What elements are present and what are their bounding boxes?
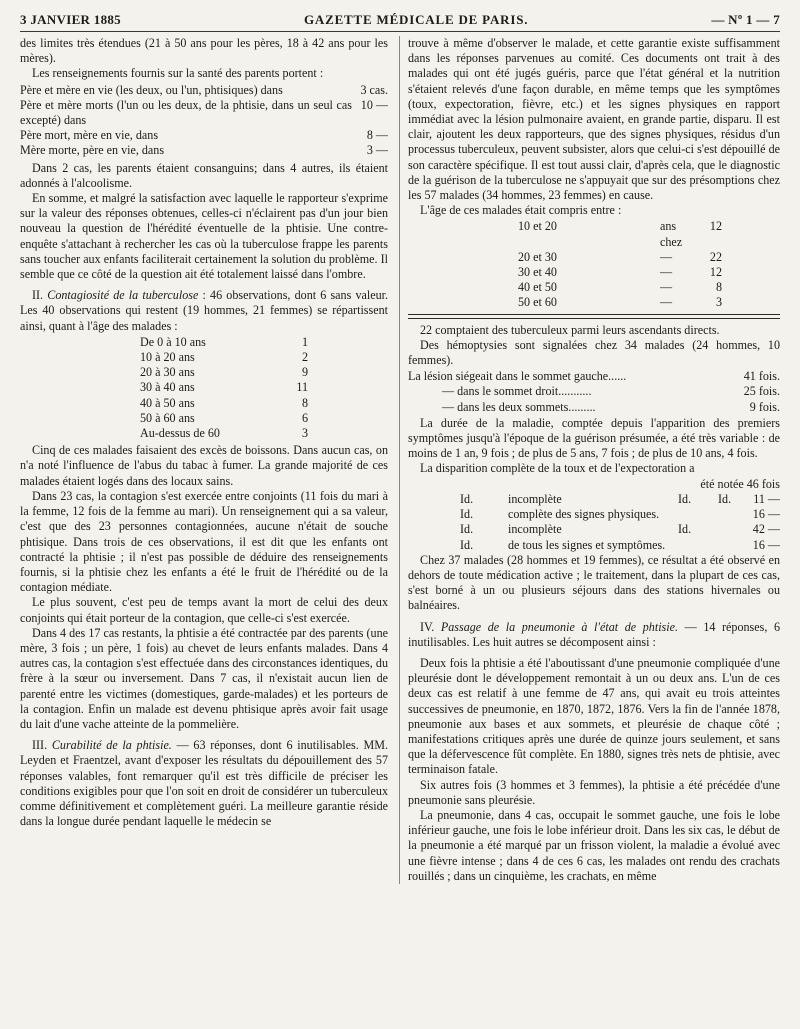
right-column	[399, 36, 780, 884]
paragraph: Six autres fois (3 hommes et 3 femmes), la phtisie a été précédée d'une pneumonie sans pleurésie.	[408, 777, 780, 807]
paragraph: Des hémoptysies sont signalées chez 34 malades (24 hommes, 10 femmes).	[408, 337, 780, 368]
section-title: Contagiosité de la tuberculose	[47, 288, 199, 303]
left-column	[20, 36, 388, 884]
section-text: : 46 observations, dont 6 sans valeur. Les 40 observations qui restent (19 hommes, 21 femmes) se répartissent ainsi, quant à l'âge des malades :	[20, 288, 389, 333]
section-title: Curabilité de la phtisie.	[51, 738, 172, 753]
paragraph: En somme, et malgré la satisfaction avec laquelle le rapporteur s'exprime sur la valeur des réponses obtenues, celles-ci n'éclairent pas d'un jour bien nouveau la question de l'hérédité éventuelle de la phtisie. Une contre-enquête s'attachant à rechercher les cas où la tuberculose frappe les parents sans toucher aux enfants faciliterait certainement la solution du problème. Il semble que ce côté de la question ait été totalement laissé dans l'ombre.	[20, 191, 388, 282]
age-table: De 0 à 10 ans 1 10 à 20 ans 2 20 à 30 ans 9 30 à 40 ans 11 40 à 50 ans 8 50 à 60 ans 6 Au-dessus de 60 3	[140, 334, 308, 441]
header-date: 3 JANVIER 1885	[20, 12, 121, 27]
symptom-list: Id. incomplète Id. Id. 11 — Id. complète des signes physiques. 16 — Id. incomplète Id. 42 — Id. de tous les signes et symptômes. 16 —	[460, 491, 780, 552]
paragraph: Le plus souvent, c'est peu de temps avant la mort de celui des deux conjoints qui était porteur de la contagion, que celle-ci s'est exercée.	[20, 595, 388, 625]
header-page-number: — Nº 1 — 7	[711, 12, 780, 27]
section-paragraph	[20, 288, 388, 334]
paragraph: Dans 2 cas, les parents étaient consanguins; dans 4 autres, ils étaient adonnés à l'alcoolisme.	[20, 160, 388, 190]
paragraph: Dans 4 des 17 cas restants, la phtisie a été contractée par des parents (une mère, 3 fois ; un père, 1 fois) au chevet de leurs enfants malades. Dans 4 autres cas, la contagion s'est effectuée dans des circonstances identiques, du frère à la sœur ou inversement. Dans 7 cas, il n'existait aucun lien de parenté entre les victimes (domestiques, garde-malades) et les porteurs de la contagion. Enfin un malade est devenu phtisique après avoir fait usage du lait d'une vache atteinte de la pommelière.	[20, 625, 388, 731]
section-text: — 63 réponses, dont 6 inutilisables. MM. Leyden et Fraentzel, avant d'exposer les résultats du dépouillement des 57 réponses valables, font remarquer qu'il est très difficile de préciser les conditions exigibles pour que l'on soit en droit de considérer un tuberculeux comme définitivement et complètement guéri. La meilleure garantie réside dans la longue durée pendant laquelle le médecin se	[20, 738, 389, 829]
paragraph: La pneumonie, dans 4 cas, occupait le sommet gauche, une fois le lobe inférieur gauche, une fois le lobe inférieur droit. Dans les six cas, le début de la pneumonie a été marqué par un frisson violent, la maladie a évolué avec une fièvre intense ; dans 4 de ces 6 cas, les malades ont rendu des crachats rouillés ; dans un cinquième, les crachats, en même	[408, 807, 780, 883]
paragraph: L'âge de ces malades était compris entre :	[420, 203, 622, 218]
section-number: III.	[32, 738, 48, 753]
list-item: Père et mère en vie (les deux, ou l'un, phtisiques) dans 3 cas.	[20, 82, 388, 97]
paragraph: 22 comptaient des tuberculeux parmi leurs ascendants directs.	[420, 322, 720, 337]
paragraph: Chez 37 malades (28 hommes et 19 femmes), ce résultat a été observé en dehors de toute médication active ; le traitement, dans la plupart de ces cas, s'est borné à un ou plusieurs séjours dans des stations hivernales ou balnéaires.	[408, 552, 780, 613]
list-item: Père mort, mère en vie, dans 8 —	[20, 128, 388, 143]
paragraph: Cinq de ces malades faisaient des excès de boissons. Dans aucun cas, on n'a noté l'influence de l'abus du tabac à fumer. La grande majorité de ces malades étaient logés dans des locaux sains.	[20, 443, 388, 488]
section-text: — 14 réponses, 6 inutilisables. Les huit autres se décomposent ainsi :	[408, 619, 780, 649]
lesion-list: La lésion siégeait dans le sommet gauche...... 41 fois. — dans le sommet droit........... 25 fois. — dans les deux sommets......... 9 fois.	[408, 369, 780, 414]
double-rule-divider	[408, 314, 780, 319]
article-columns	[20, 36, 780, 884]
section-paragraph	[408, 620, 780, 650]
paragraph: La disparition complète de la toux et de l'expectoration a	[420, 461, 695, 476]
section-title: Passage de la pneumonie à l'état de phtisie.	[440, 619, 679, 634]
section-number: IV.	[420, 619, 435, 634]
paragraph: des limites très étendues (21 à 50 ans pour les pères, 18 à 42 ans pour les mères).	[20, 36, 388, 66]
paragraph-continuation: été notée 46 fois	[700, 476, 780, 491]
paragraph: Deux fois la phtisie a été l'aboutissant d'une pneumonie compliquée d'une pleurésie dont le développement remontait à un ou deux ans. L'un de ces deux cas est relatif à une femme de 47 ans, qui avait eu trois atteintes successives de pneumonie, en 1870, 1872, 1876. Vers la fin de l'année 1878, pneumonie aux bases et aux sommets, et pleurésie de chaque côté ; manifestations critiques après une durée de quinze jours seulement, et sans que la défervescence fût complète. En 1880, signes très nets de phtisie, avec terminaison fatale.	[408, 655, 780, 777]
list-item: Mère morte, père en vie, dans 3 —	[20, 143, 388, 158]
section-number: II.	[32, 288, 44, 303]
page-header	[20, 12, 780, 32]
paragraph: Dans 23 cas, la contagion s'est exercée entre conjoints (11 fois du mari à la femme, 12 fois de la femme au mari). Un renseignement qui a sa valeur, c'est que des 23 personnes contagionnées, aucune n'était de souche phtisique. Dans trois de ces observations, il est dit que les enfants ont contracté la phtisie ; il n'est pas possible de déduire des renseignements fournis, si la phtisie chez les enfants a été le fruit de l'hérédité ou de la contagion médiate.	[20, 488, 388, 595]
paragraph: Les renseignements fournis sur la santé des parents portent :	[32, 66, 324, 81]
list-item: Père et mère morts (l'un ou les deux, de la phtisie, dans un seul cas excepté) dans 10 —	[20, 97, 388, 128]
header-title: GAZETTE MÉDICALE DE PARIS.	[304, 12, 529, 27]
section-paragraph	[20, 738, 388, 829]
age-table: 10 et 20 ans chez 12 20 et 30 — 22 30 et 40 — 12 40 et 50 — 8 50 et 60 — 3	[518, 219, 722, 310]
paragraph: trouve à même d'observer le malade, et cette garantie existe suffisamment dans les réponses parvenues au comité. Ces documents ont trait à des malades qui ont été jugés guéris, parce que l'état général et la nutrition s'étaient relevés d'une façon durable, en même temps que les symptômes (toux, expectoration, fièvre, etc.) et les signes physiques en rapport immédiat avec la lésion pulmonaire avaient, en grande partie, disparu. Il est clair, ajoutent les deux rapporteurs, que des signes physiques, résidus d'un processus tuberculeux, peuvent subsister, alors que celui-ci s'est dépouillé de son caractère spécifique. Il est tout aussi clair, d'après cela, que le diagnostic de la guérison de la tuberculose ne s'appuyait que sur des présomptions chez les 57 malades (34 hommes, 23 femmes) en cause.	[408, 36, 780, 203]
family-list	[20, 83, 388, 159]
paragraph: La durée de la maladie, comptée depuis l'apparition des premiers symptômes jusqu'à l'époque de la guérison présumée, a été très variable : de moins de 1 an, 9 fois ; de plus de 5 ans, 7 fois ; de plus de 10 ans, 4 fois.	[408, 415, 780, 461]
